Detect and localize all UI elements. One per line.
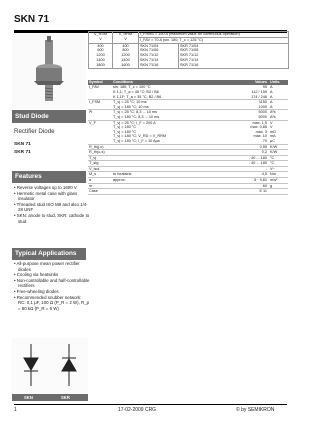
feature-item: • Threaded stud ISO M8 and also 1/4-28 UNF xyxy=(14,201,88,213)
features-title-bar: Features xyxy=(12,171,86,183)
parameter-units: K/W xyxy=(268,144,288,150)
feature-item: • SKN: anode to stud, SKR: cathode to stud xyxy=(14,212,90,224)
feature-item: • Hermetic metal case with glass insulator xyxy=(14,190,78,202)
parameter-units: V~ xyxy=(268,166,288,172)
parameter-units: A A A xyxy=(268,85,288,99)
parameter-units: m/s² xyxy=(268,178,288,184)
header-conditions: Conditions xyxy=(112,80,222,85)
product-photo xyxy=(12,34,86,109)
parameter-row xyxy=(88,120,288,144)
skn-type-list: SKN 71/04 SKN 71/06 SKN 71/12 SKN 71/14 SKN 71/16 xyxy=(139,43,179,68)
applications-title-bar: Typical Applications xyxy=(12,248,86,260)
parameter-values: 5000 5000 xyxy=(222,110,268,120)
applications-list xyxy=(14,261,90,311)
parameter-units: Nm xyxy=(268,172,288,178)
vrrm-values: 400 800 1200 1400 1600 xyxy=(113,43,139,68)
header-units: Units xyxy=(268,80,288,85)
parameter-conditions: sin. 180; T_c = 100 °C K 1,1; T_a = 45 °C; B2 / B6 K 1,1F; T_a = 35 °C; B2 / B6 xyxy=(112,85,222,99)
parameter-symbol: T_stg xyxy=(88,161,112,167)
vrrm-header: V_RRM V xyxy=(113,32,139,44)
parameter-symbol: M_s xyxy=(88,172,112,178)
voltage-table xyxy=(88,31,289,69)
parameter-units: A A xyxy=(268,100,288,110)
parameter-row xyxy=(88,189,288,195)
application-item: • Non-controllable and half-controllable rectifiers xyxy=(14,277,90,289)
parameter-symbol: I_FSM xyxy=(88,100,112,110)
diode-symbols xyxy=(12,338,88,394)
parameter-table xyxy=(88,80,288,195)
parameter-values: 95 112 / 159 174 / 246 xyxy=(222,85,268,99)
skr-type-list: SKR 71/04 SKR 71/08 SKR 71/12 SKR 71/14 SKR 71/16 xyxy=(179,43,289,68)
parameter-symbol: T_vj xyxy=(88,155,112,161)
parameter-conditions: to heatsink xyxy=(112,172,222,178)
parameter-values: 0,2 xyxy=(222,150,268,156)
part-number-skr: SKR 71 xyxy=(14,150,31,155)
header-values: Values xyxy=(222,80,268,85)
circuit-label-skr: SKR xyxy=(61,395,70,400)
feature-item: • Reverse voltages up to 1600 V xyxy=(14,185,77,190)
parameter-conditions: approx. xyxy=(112,178,222,184)
header-symbol: Symbol xyxy=(88,80,112,85)
footer-copyright: © by SEMIKRON xyxy=(236,407,275,413)
parameter-units: °C xyxy=(268,161,288,167)
footer-page-number: 1 xyxy=(14,407,17,413)
section-title-bar: Stud Diode xyxy=(12,110,86,123)
parameter-values: 1150 1000 xyxy=(222,100,268,110)
parameter-symbol: R_th(c-s) xyxy=(88,150,112,156)
parameter-values: - xyxy=(222,166,268,172)
parameter-conditions: T_vj = 25 °C; I_F = 200 A T_vj = 180 °C T_vj = 180 °C T_vj = 180 °C; V_RD = V_RRM T_vj = 180 °C; I_F = 10 Aμs xyxy=(112,120,222,144)
parameter-values: 60 xyxy=(222,183,268,189)
parameter-conditions: T_vj = 25 °C; 8,3 ... 10 ms T_vj = 180 °C; 8,3 ... 10 ms xyxy=(112,110,222,120)
parameter-values: 4,5 xyxy=(222,172,268,178)
skn-diode-symbol xyxy=(24,344,38,386)
voltage-condition-1: I_FRMS = 150 A (maximum value for continuous operation) xyxy=(139,32,289,38)
parameter-values: - 40 ... 180 xyxy=(222,161,268,167)
parameter-conditions xyxy=(112,189,222,195)
application-item: • Free-wheeling diodes xyxy=(14,288,59,294)
parameter-symbol: a xyxy=(88,178,112,184)
features-list xyxy=(14,185,90,224)
part-number-skn: SKN 71 xyxy=(14,142,31,147)
footer-rule xyxy=(14,404,287,405)
parameter-symbol: R_th(j-c) xyxy=(88,144,112,150)
circuit-label-skn: SKN xyxy=(24,395,33,400)
vrsm-header: V_RSM V xyxy=(89,32,113,44)
footer-date: 17-02-2009 CRG xyxy=(118,407,157,413)
application-item: • Cooling via heatsinks xyxy=(14,272,59,278)
parameter-symbol: Case xyxy=(88,189,112,195)
parameter-row xyxy=(88,100,288,110)
parameter-symbol: V_F xyxy=(88,120,112,144)
skr-diode-symbol xyxy=(62,344,76,386)
parameter-values: - 40 ... 180 xyxy=(222,155,268,161)
parameter-symbol: m xyxy=(88,183,112,189)
parameter-symbol: i²t xyxy=(88,110,112,120)
application-item: • Recommended snubber network: RC: 0,1 μF, 100 Ω (P_R = 2 W), R_p = 80 kΩ (P_R = 6 W) xyxy=(14,294,90,311)
page-title: SKN 71 xyxy=(14,14,50,25)
parameter-units: °C xyxy=(268,155,288,161)
parameter-values: E 11 xyxy=(222,189,268,195)
vrsm-values: 400 600 1200 1400 1800 xyxy=(89,43,113,68)
parameter-units xyxy=(268,189,288,195)
parameter-values: 5 · 9,81 xyxy=(222,178,268,184)
subtitle: Rectifier Diode xyxy=(14,128,55,135)
parameter-units: A²s A²s xyxy=(268,110,288,120)
parameter-units: V V mΩ mA μC xyxy=(268,120,288,144)
stud-diode-image xyxy=(12,34,86,109)
voltage-condition-2: I_FAV = 70 A (sin. 180; T_c = 125 °C) xyxy=(139,37,289,43)
circuit-diagrams xyxy=(12,338,88,394)
parameter-conditions: T_vj = 25 °C; 10 ms T_vj = 180 °C; 10 ms xyxy=(112,100,222,110)
parameter-symbol: V_isol xyxy=(88,166,112,172)
parameter-values: 0,55 xyxy=(222,144,268,150)
parameter-units: g xyxy=(268,183,288,189)
parameter-row xyxy=(88,110,288,120)
parameter-symbol: I_FAV xyxy=(88,85,112,99)
parameter-values: max. 1,5 max. 0,85 max. 3 max. 10 70 xyxy=(222,120,268,144)
parameter-units: K/W xyxy=(268,150,288,156)
parameter-row xyxy=(88,85,288,99)
application-item: • All-purpose mean power rectifier diodes xyxy=(14,261,80,272)
